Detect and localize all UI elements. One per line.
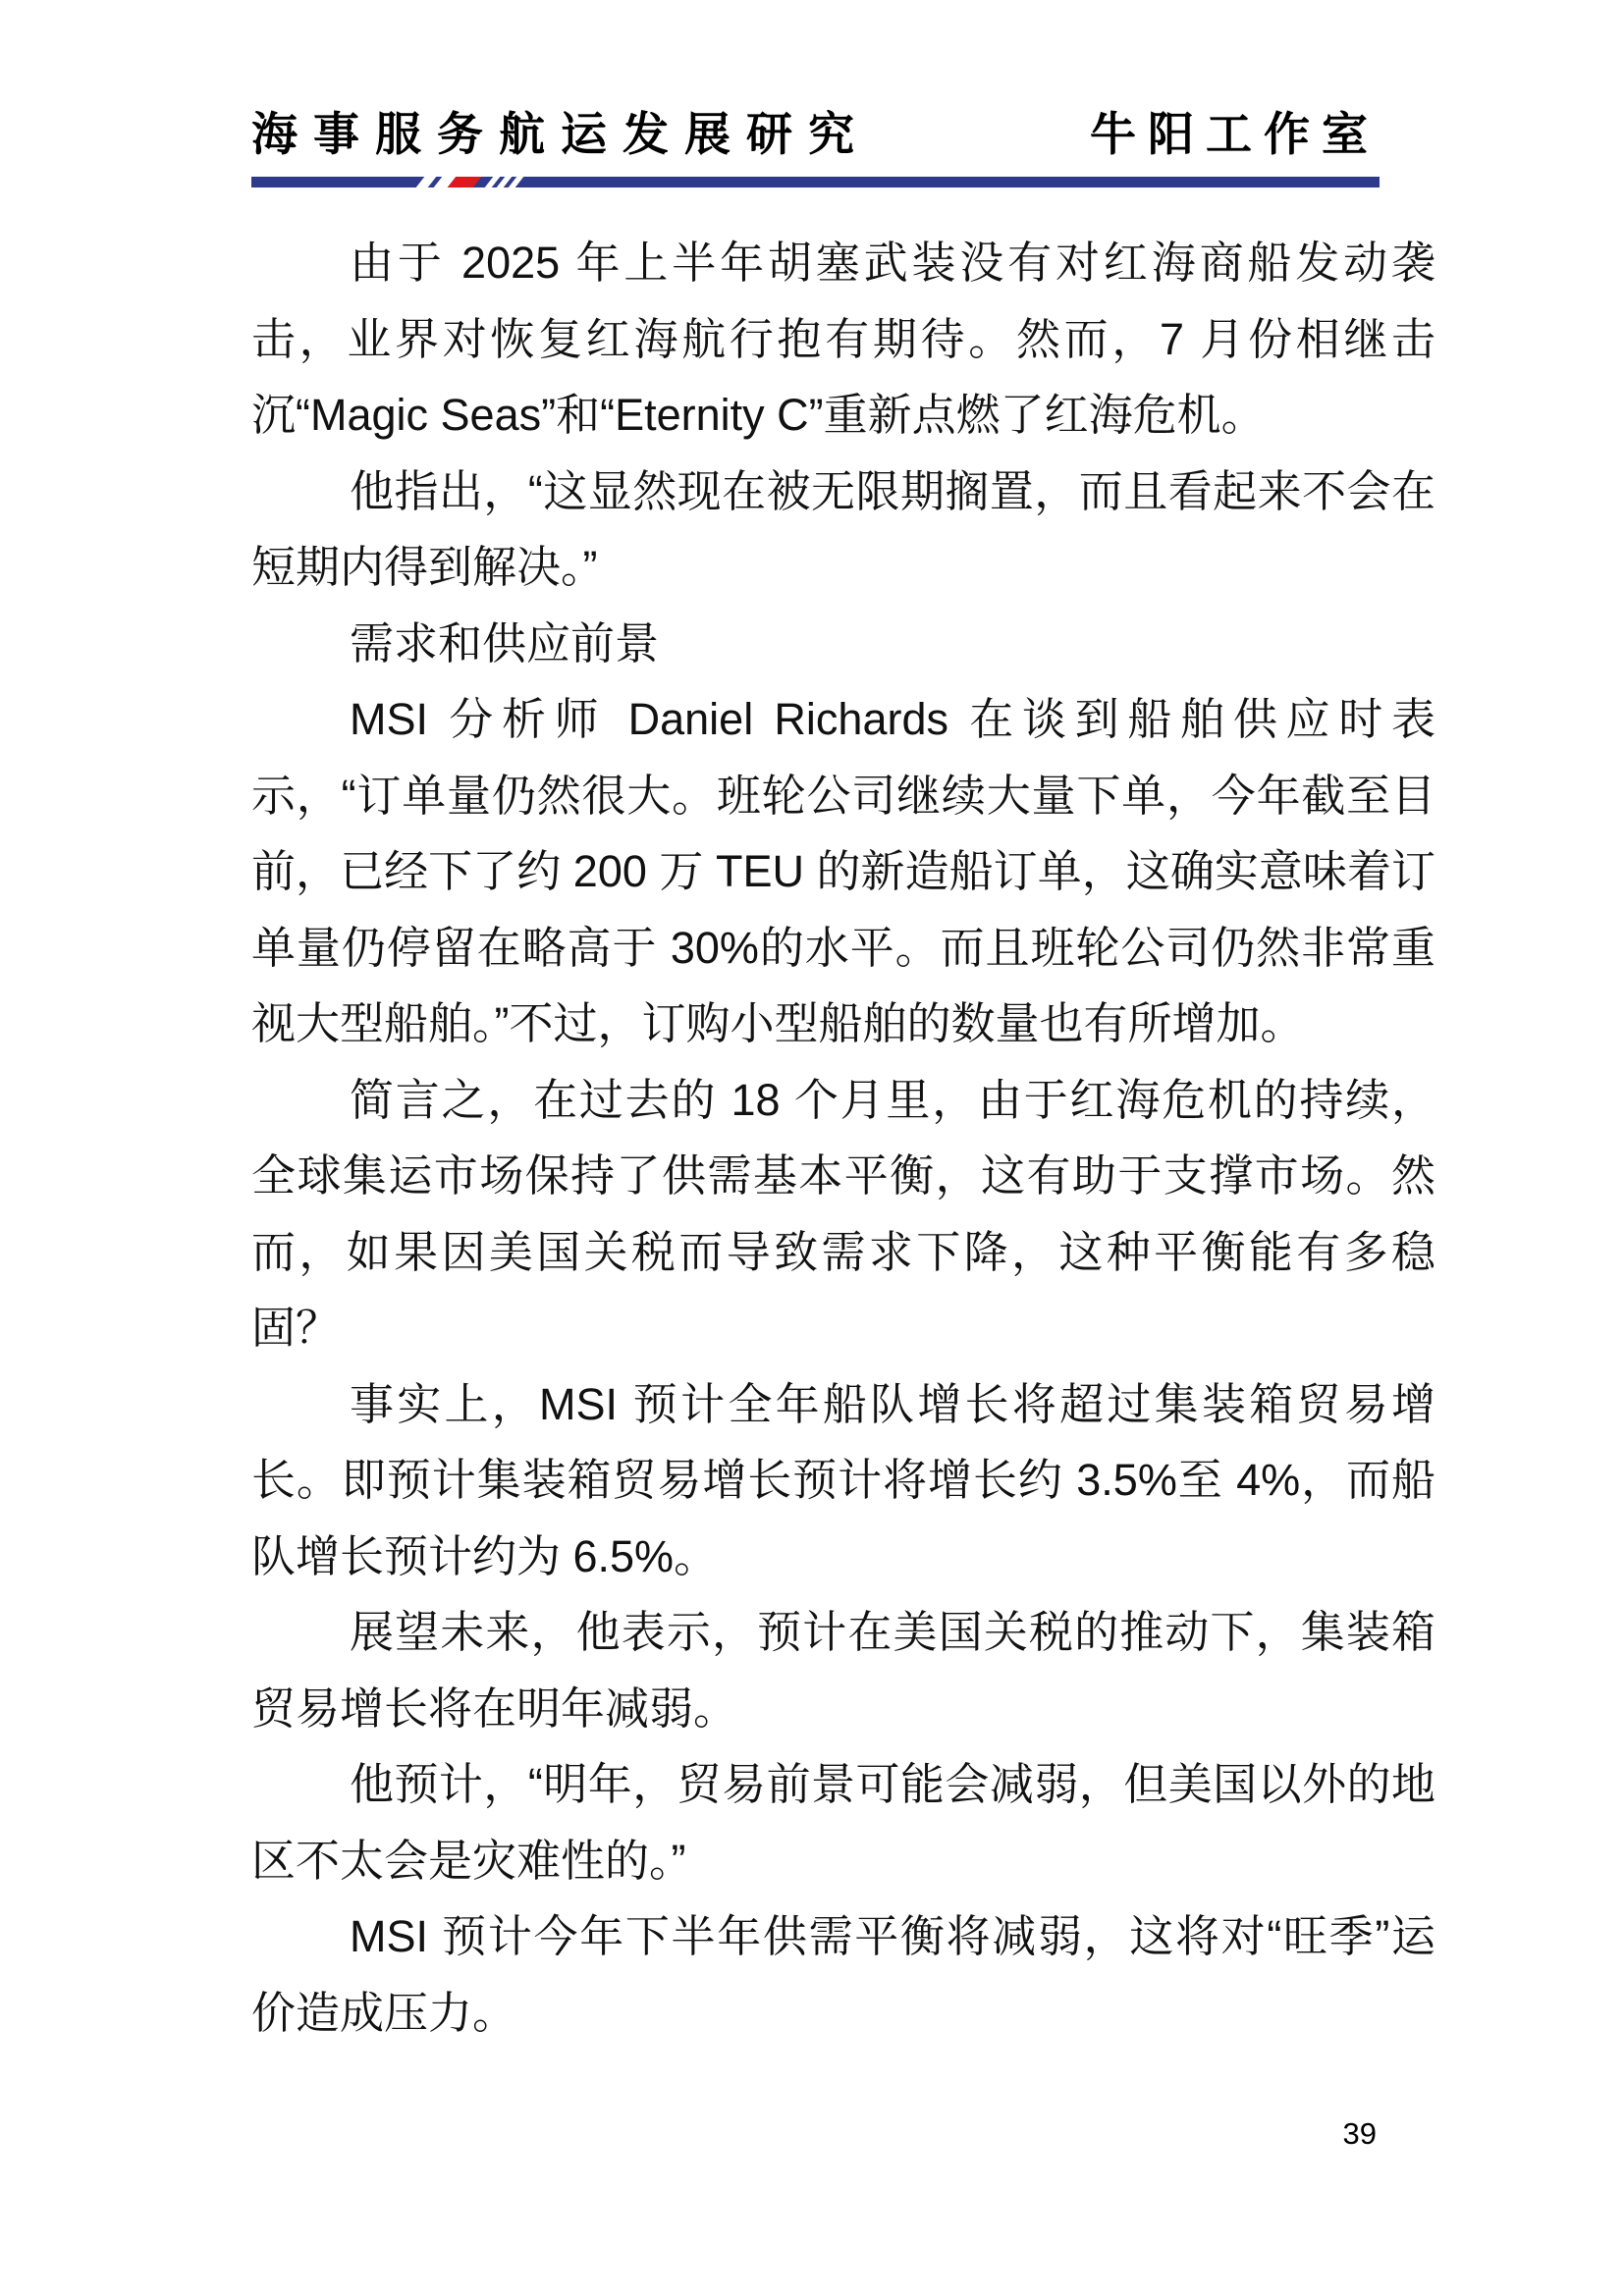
header-right-title: 牛阳工作室 [1090,108,1380,160]
rule-decoration-slash-icon [416,177,437,187]
paragraph: 简言之，在过去的 18 个月里，由于红海危机的持续，全球集运市场保持了供需基本平衡，这有助于支撑市场。然而，如果因美国关税而导致需求下降，这种平衡能有多稳固？ [251,1074,1435,1353]
paragraph: 需求和供应前景 [350,617,660,668]
paragraph: 他预计，“明年，贸易前景可能会减弱，但美国以外的地区不太会是灾难性的。” [251,1759,1435,1886]
page-header [251,98,1380,164]
page-number: 39 [1342,2116,1377,2151]
paragraph: MSI 分析师 Daniel Richards 在谈到船舶供应时表示，“订单量仍然很大。班轮公司继续大量下单，今年截至目前，已经下了约 200 万 TEU 的新造船订单，这确实意味着订单量仍停留在略高于 30%的水平。而且班轮公司仍然非常重视大型船舶。”不过，订购小型船舶的数量也有所增加。 [251,694,1435,1048]
paragraph: 事实上，MSI 预计全年船队增长将超过集装箱贸易增长。即预计集装箱贸易增长预计将增长约 3.5%至 4%，而船队增长预计约为 6.5%。 [251,1378,1435,1581]
header-rule [251,177,1380,187]
paragraph: 展望未来，他表示，预计在美国关税的推动下，集装箱贸易增长将在明年减弱。 [251,1607,1435,1734]
document-body [251,225,1435,2051]
paragraph: MSI 预计今年下半年供需平衡将减弱，这将对“旺季”运价造成压力。 [251,1911,1435,2038]
rule-decoration-stripe-icon [509,177,524,187]
header-left-title: 海事服务航运发展研究 [251,108,870,160]
paragraph: 由于 2025 年上半年胡塞武装没有对红海商船发动袭击，业界对恢复红海航行抱有期待。然而，7 月份相继击沉“Magic Seas”和“Eternity C”重新点燃了红海危机。 [251,238,1435,440]
paragraph: 他指出，“这显然现在被无限期搁置，而且看起来不会在短期内得到解决。” [251,465,1435,592]
